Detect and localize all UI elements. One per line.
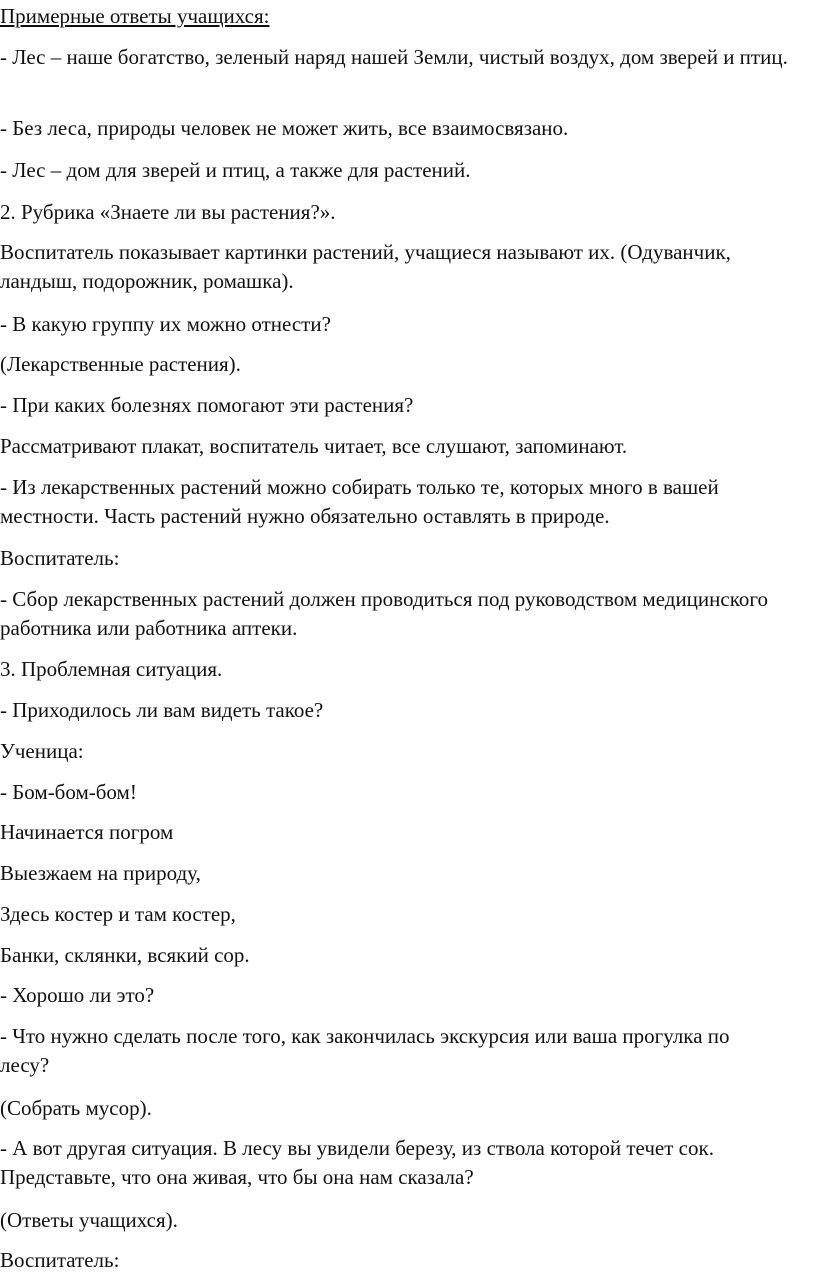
section-heading: 2. Рубрика «Знаете ли вы растения?». — [0, 200, 336, 224]
paragraph: (Лекарственные растения). — [0, 352, 241, 376]
paragraph: (Ответы учащихся). — [0, 1208, 178, 1232]
paragraph: Воспитатель показывает картинки растений, учащиеся называют их. (Одуванчик, ландыш, подорожник, ромашка). — [0, 240, 731, 293]
paragraph: - Сбор лекарственных растений должен проводиться под руководством медицинского работника или работника аптеки. — [0, 587, 768, 640]
poem-line: Выезжаем на природу, — [0, 861, 201, 885]
poem-line: - Бом-бом-бом! — [0, 780, 137, 804]
paragraph: Воспитатель: — [0, 546, 120, 570]
paragraph: Ученица: — [0, 739, 84, 763]
paragraph: - В какую группу их можно отнести? — [0, 312, 331, 336]
paragraph: Воспитатель: — [0, 1248, 120, 1272]
paragraph: - Лес – дом для зверей и птиц, а также для растений. — [0, 158, 471, 182]
paragraph: (Собрать мусор). — [0, 1096, 152, 1120]
paragraph: - При каких болезнях помогают эти растения? — [0, 393, 414, 417]
paragraph: - Лес – наше богатство, зеленый наряд нашей Земли, чистый воздух, дом зверей и птиц. — [0, 45, 788, 69]
poem-line: Банки, склянки, всякий сор. — [0, 943, 250, 967]
paragraph: - Что нужно сделать после того, как закончилась экскурсия или ваша прогулка по лесу? — [0, 1024, 730, 1077]
paragraph: - Хорошо ли это? — [0, 983, 155, 1007]
section-heading: 3. Проблемная ситуация. — [0, 657, 223, 681]
paragraph: - Приходилось ли вам видеть такое? — [0, 698, 324, 722]
paragraph: Рассматривают плакат, воспитатель читает, все слушают, запоминают. — [0, 434, 628, 458]
paragraph: - Без леса, природы человек не может жить, все взаимосвязано. — [0, 116, 569, 140]
paragraph: - Из лекарственных растений можно собирать только те, которых много в вашей местности. Часть растений нужно обязательно оставлять в природе. — [0, 475, 719, 528]
poem-line: Начинается погром — [0, 820, 174, 844]
paragraph: - А вот другая ситуация. В лесу вы увидели березу, из ствола которой течет сок. Представьте, что она живая, что бы она нам сказала? — [0, 1136, 714, 1189]
poem-line: Здесь костер и там костер, — [0, 902, 236, 926]
heading-answers: Примерные ответы учащихся: — [0, 4, 270, 28]
